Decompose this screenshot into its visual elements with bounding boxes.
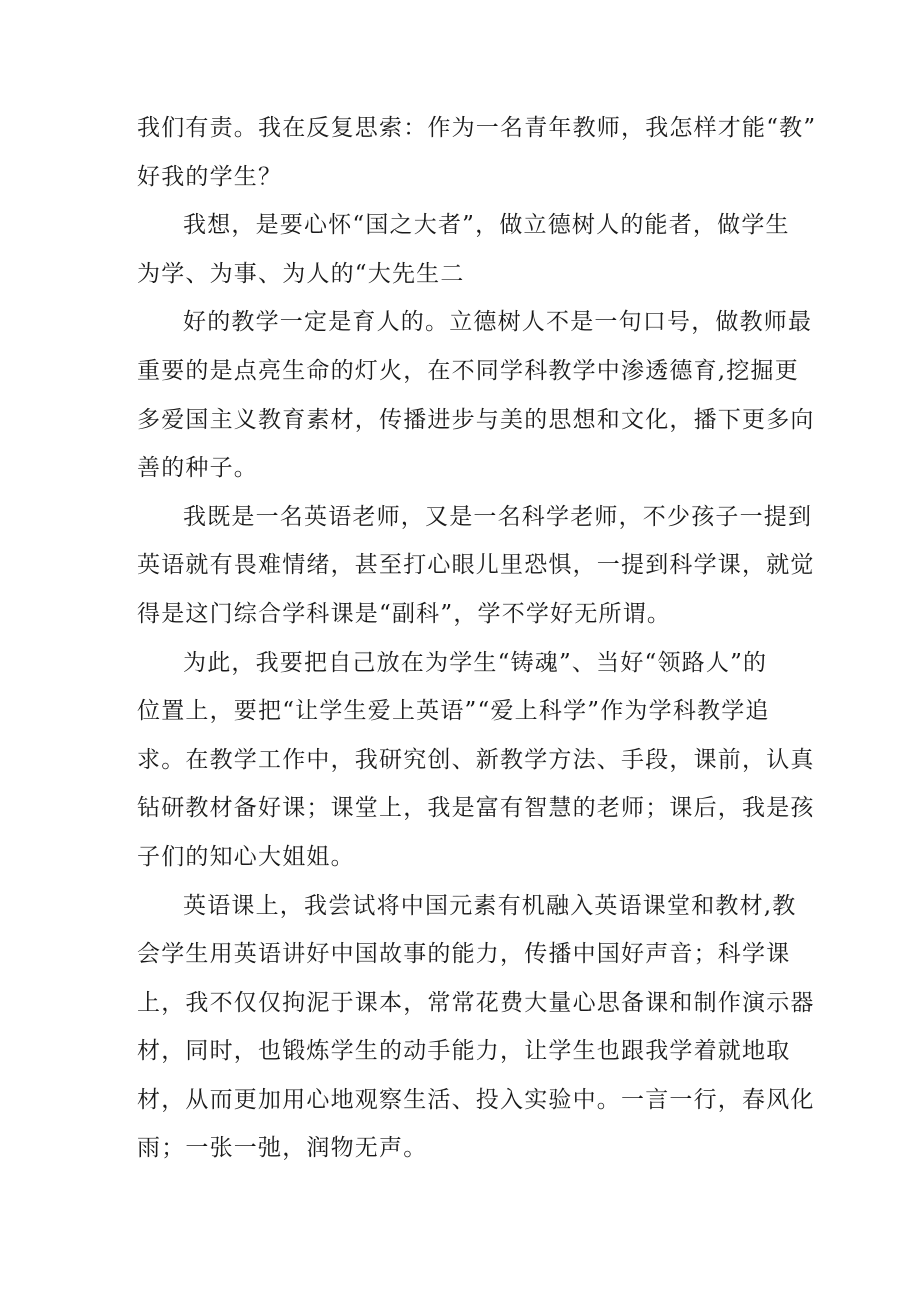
text-line: 好的教学一定是育人的。立德树人不是一句口号，做教师最	[183, 309, 813, 336]
text-line: 得是这门综合学科课是“副科”，学不学好无所谓。	[137, 600, 672, 627]
text-line: 位置上，要把“让学生爱上英语”“爱上科学”作为学科教学追	[137, 698, 770, 725]
paragraph	[137, 882, 815, 1174]
text-line: 我想，是要心怀“国之大者”，做立德树人的能者，做学生	[183, 212, 790, 239]
text-line: 雨；一张一弛，润物无声。	[137, 1135, 428, 1162]
text-line: 英语课上，我尝试将中国元素有机融入英语课堂和教材,教	[183, 892, 797, 919]
text-line: 为此，我要把自己放在为学生“铸魂”、当好“领路人”的	[183, 649, 768, 676]
paragraph	[137, 639, 815, 882]
text-line: 我既是一名英语老师，又是一名科学老师，不少孩子一提到	[183, 503, 813, 530]
text-line: 好我的学生？	[137, 163, 283, 190]
text-line: 多爱国主义教育素材，传播进步与美的思想和文化，播下更多向	[137, 406, 815, 433]
text-line: 为学、为事、为人的“大先生二	[137, 260, 465, 287]
text-line: 上，我不仅仅拘泥于课本，常常花费大量心思备课和制作演示器	[137, 989, 815, 1016]
text-line: 子们的知心大姐姐。	[137, 843, 355, 870]
text-line: 善的种子。	[137, 455, 258, 482]
text-line: 会学生用英语讲好中国故事的能力，传播中国好声音；科学课	[137, 941, 791, 968]
paragraph	[137, 493, 815, 639]
text-line: 重要的是点亮生命的灯火，在不同学科教学中渗透德育,挖掘更	[137, 357, 799, 384]
paragraph	[137, 104, 817, 201]
text-line: 求。在教学工作中，我研究创、新教学方法、手段，课前，认真	[137, 746, 815, 773]
paragraph	[137, 201, 797, 298]
text-line: 钻研教材备好课；课堂上，我是富有智慧的老师；课后，我是孩	[137, 795, 815, 822]
paragraph	[137, 298, 815, 492]
text-line: 材，同时，也锻炼学生的动手能力，让学生也跟我学着就地取	[137, 1038, 791, 1065]
text-line: 材，从而更加用心地观察生活、投入实验中。一言一行，春风化	[137, 1086, 815, 1113]
text-line: 我们有责。我在反复思索：作为一名青年教师，我怎样才能“教”	[137, 115, 817, 141]
document-body	[137, 104, 817, 1173]
text-line: 英语就有畏难情绪，甚至打心眼儿里恐惧，一提到科学课，就觉	[137, 552, 815, 579]
